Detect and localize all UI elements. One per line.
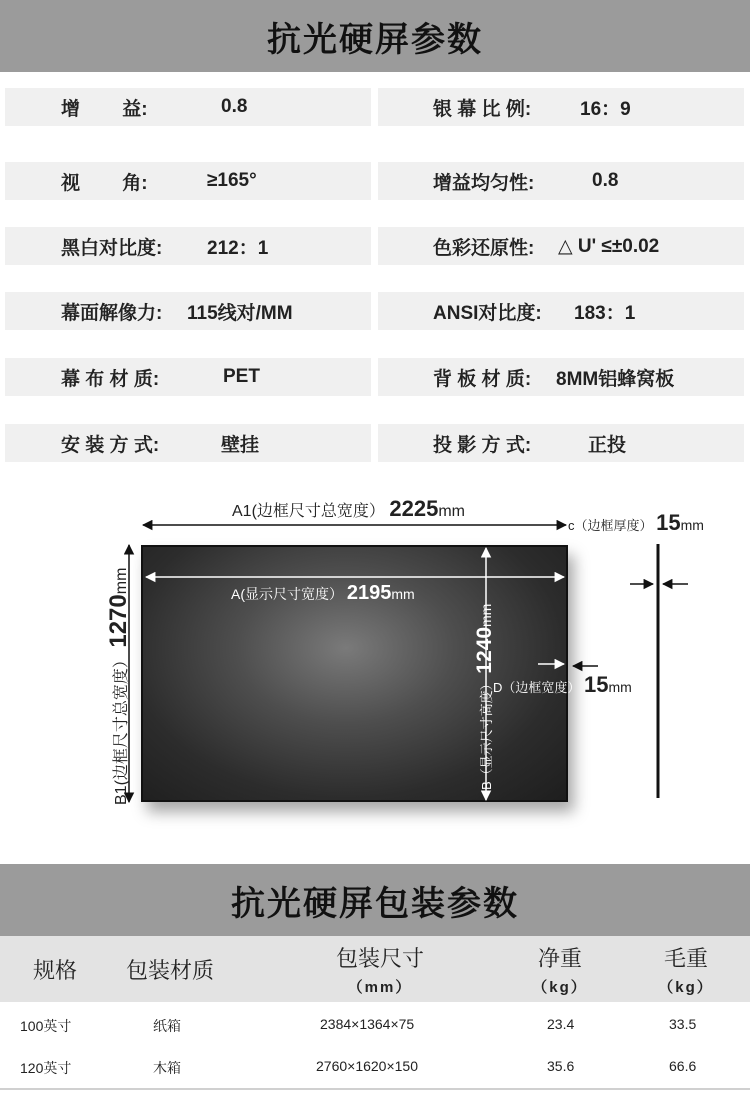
spec-label: 增 益: bbox=[61, 98, 148, 120]
spec-value: 115线对/MM bbox=[187, 302, 293, 324]
spec-value: 183：1 bbox=[574, 302, 636, 324]
spec-value: 正投 bbox=[588, 434, 627, 456]
b-unit: mm bbox=[478, 603, 494, 627]
a1-value: 2225 bbox=[389, 496, 439, 521]
spec-cell-left-4 bbox=[5, 358, 371, 396]
cell-material: 木箱 bbox=[153, 1060, 181, 1076]
b-value: 1240 bbox=[473, 626, 496, 674]
c-label-text: c（边框厚度） bbox=[568, 518, 653, 533]
packaging-table-header bbox=[0, 936, 750, 1002]
cell-size: 2760×1620×150 bbox=[316, 1058, 418, 1074]
spec-value: 16：9 bbox=[580, 98, 631, 120]
spec-value: 0.8 bbox=[592, 170, 619, 191]
cell-size: 2384×1364×75 bbox=[320, 1016, 415, 1032]
d-label-text: D（边框宽度） bbox=[493, 680, 581, 695]
spec-label: 投 影 方 式: bbox=[433, 434, 532, 456]
header-label: 包装材质 bbox=[125, 958, 214, 983]
header-cell-spec bbox=[10, 958, 100, 984]
spec-value: ≥165° bbox=[207, 170, 257, 191]
a1-unit: mm bbox=[438, 503, 465, 520]
a1-label-text: A1(边框尺寸总宽度） bbox=[232, 503, 385, 520]
a-value: 2195 bbox=[346, 582, 392, 604]
spec-cell-right-1 bbox=[378, 162, 744, 200]
spec-value: 0.8 bbox=[221, 96, 248, 117]
page-title: 抗光硬屏参数 bbox=[267, 20, 483, 59]
table-bottom-divider bbox=[0, 1088, 750, 1090]
a-label-text: A(显示尺寸宽度） bbox=[231, 586, 343, 602]
a-label bbox=[231, 582, 415, 605]
b1-label bbox=[105, 568, 133, 805]
spec-cell-left-1 bbox=[5, 162, 371, 200]
cell-spec: 100英寸 bbox=[20, 1018, 72, 1034]
cell-net-weight: 23.4 bbox=[547, 1016, 575, 1032]
table-row bbox=[0, 1046, 750, 1088]
d-unit: mm bbox=[608, 679, 632, 695]
header-cell-size bbox=[295, 946, 465, 997]
spec-cell-left-5 bbox=[5, 424, 371, 462]
d-label bbox=[493, 672, 632, 698]
spec-value: PET bbox=[223, 366, 260, 387]
c-value: 15 bbox=[656, 510, 681, 535]
header-label: 规格 bbox=[32, 958, 77, 983]
spec-title-banner bbox=[0, 0, 750, 72]
spec-label: 增益均匀性: bbox=[433, 172, 535, 194]
header-unit: （mm） bbox=[347, 979, 413, 996]
header-cell-net-weight bbox=[510, 946, 610, 997]
spec-label: 安 装 方 式: bbox=[61, 434, 160, 456]
table-row bbox=[0, 1004, 750, 1046]
spec-cell-right-3 bbox=[378, 292, 744, 330]
header-cell-material bbox=[110, 958, 230, 984]
cell-spec: 120英寸 bbox=[20, 1060, 72, 1076]
d-value: 15 bbox=[584, 672, 609, 697]
packaging-title: 抗光硬屏包装参数 bbox=[231, 884, 519, 923]
packaging-title-banner bbox=[0, 864, 750, 936]
cell-material: 纸箱 bbox=[153, 1018, 181, 1034]
spec-label: 银 幕 比 例: bbox=[433, 98, 532, 120]
b1-value: 1270 bbox=[105, 594, 132, 648]
c-unit: mm bbox=[680, 517, 704, 533]
spec-label: 色彩还原性: bbox=[433, 237, 535, 259]
b-label bbox=[473, 604, 497, 790]
spec-label: 背 板 材 质: bbox=[433, 368, 532, 390]
spec-label: 幕面解像力: bbox=[61, 302, 163, 324]
spec-cell-right-4 bbox=[378, 358, 744, 396]
header-label: 净重 bbox=[537, 946, 582, 971]
a-unit: mm bbox=[391, 586, 415, 602]
spec-value: △ U' ≤±0.02 bbox=[558, 235, 660, 257]
spec-cell-right-5 bbox=[378, 424, 744, 462]
header-label: 包装尺寸 bbox=[335, 946, 424, 971]
spec-value: 212：1 bbox=[207, 237, 269, 259]
spec-label: 视 角: bbox=[61, 172, 148, 194]
cell-gross-weight: 33.5 bbox=[669, 1016, 697, 1032]
cell-net-weight: 35.6 bbox=[547, 1058, 575, 1074]
spec-label: 黑白对比度: bbox=[61, 237, 163, 259]
spec-label: ANSI对比度: bbox=[433, 302, 542, 324]
header-cell-gross-weight bbox=[636, 946, 736, 997]
b1-unit: mm bbox=[113, 567, 130, 595]
spec-cell-left-0 bbox=[5, 88, 371, 126]
dimension-diagram bbox=[0, 470, 750, 850]
spec-cell-left-3 bbox=[5, 292, 371, 330]
c-label bbox=[568, 510, 704, 536]
cell-gross-weight: 66.6 bbox=[669, 1058, 697, 1074]
b1-label-text: B1(边框尺寸总宽度） bbox=[113, 652, 130, 805]
spec-label: 幕 布 材 质: bbox=[61, 368, 160, 390]
header-unit: （kg） bbox=[658, 979, 714, 996]
spec-value: 8MM铝蜂窝板 bbox=[556, 368, 675, 390]
spec-cell-left-2 bbox=[5, 227, 371, 265]
a1-label bbox=[232, 496, 465, 522]
header-unit: （kg） bbox=[532, 979, 588, 996]
spec-cell-right-2 bbox=[378, 227, 744, 265]
header-label: 毛重 bbox=[663, 946, 708, 971]
spec-cell-right-0 bbox=[378, 88, 744, 126]
b-label-text: B（显示尺寸高度） bbox=[479, 677, 494, 790]
spec-value: 壁挂 bbox=[221, 434, 260, 456]
